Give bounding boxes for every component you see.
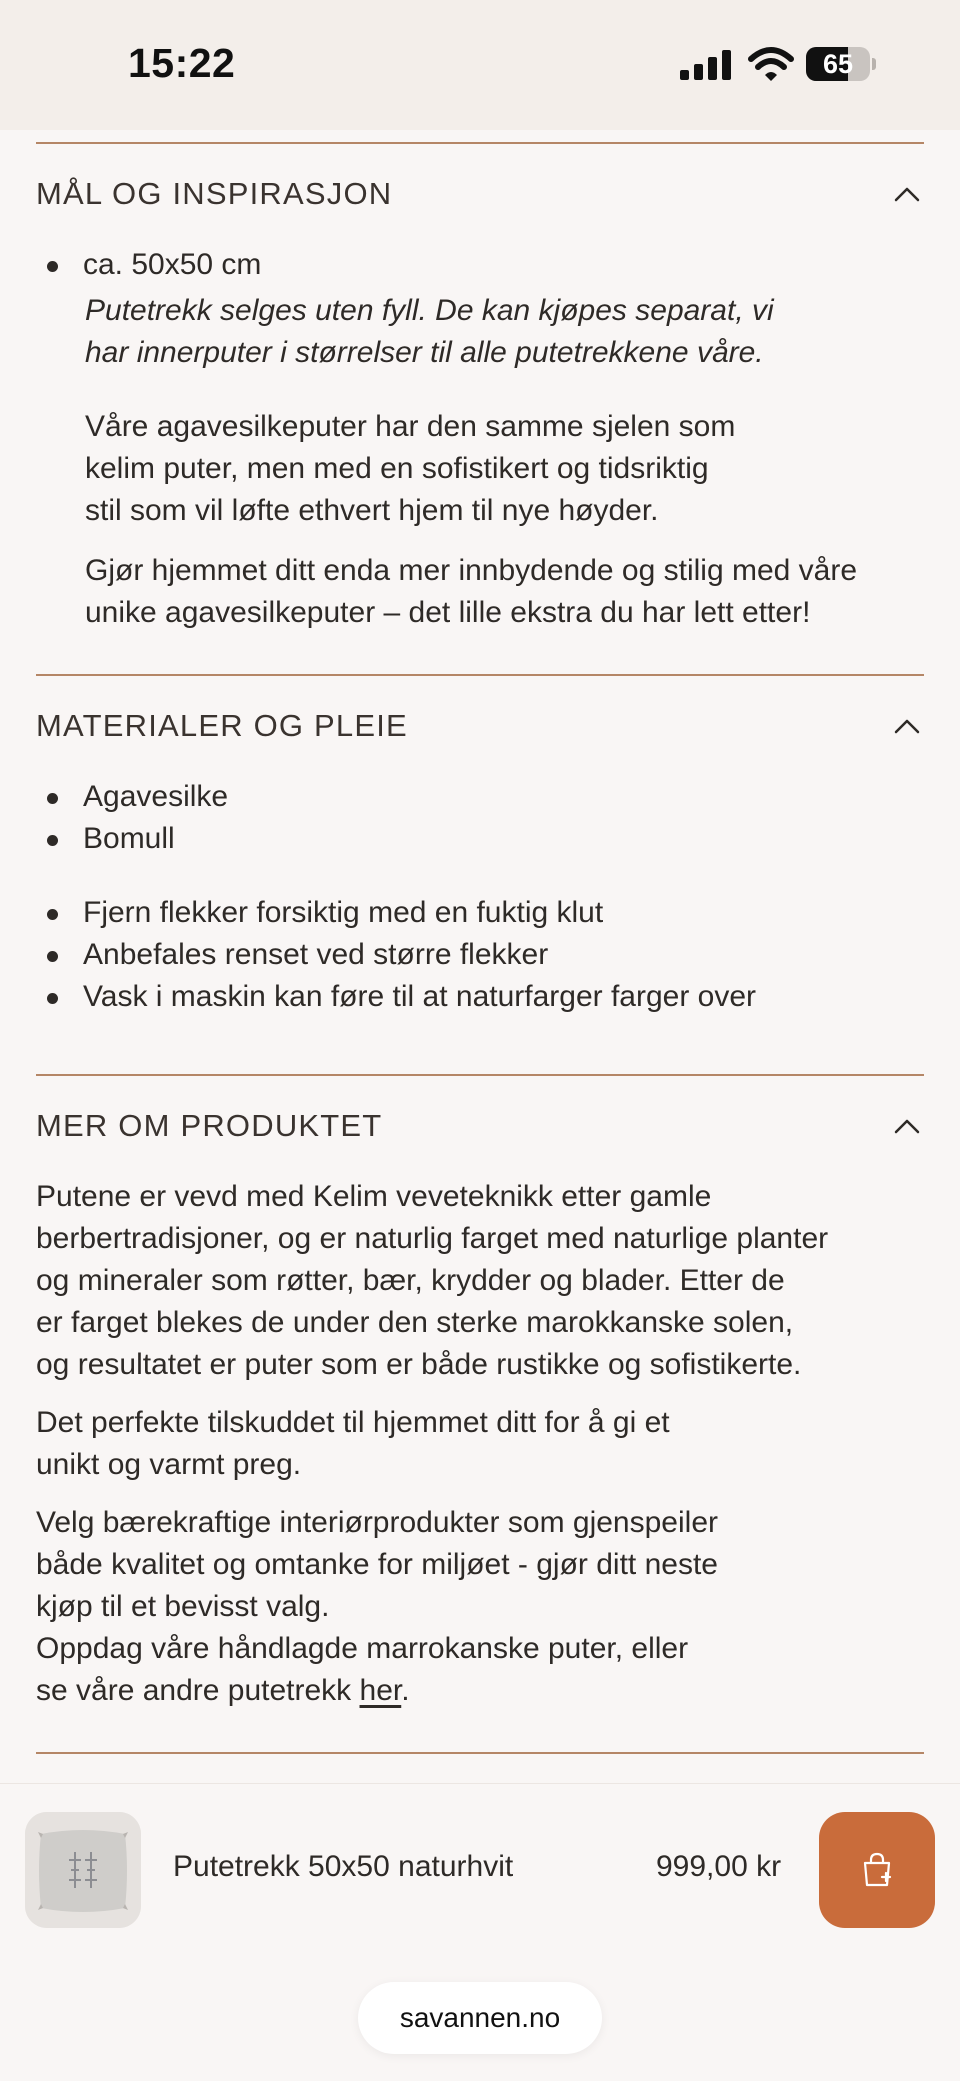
- battery-tip: [872, 58, 876, 70]
- section-materialer-og-pleie: [36, 674, 924, 1074]
- section-title: MÅL OG INSPIRASJON: [36, 176, 393, 211]
- section-header-mer[interactable]: [36, 1076, 924, 1176]
- materials-list: [36, 776, 924, 860]
- list-item: Agavesilke: [36, 776, 924, 818]
- text-line: kelim puter, men med en sofistikert og tidsriktig: [85, 452, 709, 485]
- text-line: og mineraler som røtter, bær, krydder og blader. Etter de: [36, 1264, 785, 1297]
- text-line: Våre agavesilkeputer har den samme sjelen som: [85, 410, 736, 443]
- section-divider: [36, 1752, 924, 1754]
- text-line: Gjør hjemmet ditt enda mer innbydende og stilig med våre: [85, 554, 858, 587]
- product-name: Putetrekk 50x50 naturhvit: [173, 1850, 514, 1883]
- section-mer-om-produktet: [36, 1074, 924, 1752]
- list-item: Bomull: [36, 818, 924, 860]
- list-item: Fjern flekker forsiktig med en fuktig klut: [36, 892, 924, 934]
- text-line: er farget blekes de under den sterke marokkanske solen,: [36, 1306, 794, 1339]
- add-to-cart-bag-icon: [858, 1851, 896, 1889]
- section-title: MATERIALER OG PLEIE: [36, 708, 408, 743]
- section-title: MER OM PRODUKTET: [36, 1108, 383, 1143]
- text-line: kjøp til et bevisst valg.: [36, 1590, 330, 1623]
- signal-icon: [680, 50, 732, 80]
- care-list: [36, 892, 924, 1018]
- text-line: Putene er vevd med Kelim veveteknikk etter gamle: [36, 1180, 712, 1213]
- note-line: Putetrekk selges uten fyll. De kan kjøpes separat, vi: [85, 294, 774, 327]
- add-to-cart-button[interactable]: [819, 1812, 935, 1928]
- size-list: [36, 244, 924, 286]
- product-details: [36, 142, 924, 1754]
- text-line: Oppdag våre håndlagde marrokanske puter, eller: [36, 1632, 689, 1665]
- size-item: ca. 50x50 cm: [36, 244, 924, 286]
- section-body-materialer: [36, 776, 924, 1074]
- section-header-materialer[interactable]: [36, 676, 924, 776]
- text-line: unikt og varmt preg.: [36, 1448, 302, 1481]
- status-time: 15:22: [128, 40, 236, 86]
- status-bar: [0, 0, 960, 130]
- text-line: .: [401, 1674, 410, 1707]
- section-maal-og-inspirasjon: [36, 142, 924, 674]
- product-price: 999,00 kr: [656, 1850, 782, 1883]
- url-text: savannen.no: [399, 2002, 561, 2033]
- note-line: har innerputer i størrelser til alle putetrekkene våre.: [85, 336, 764, 369]
- text-line: Velg bærekraftige interiørprodukter som gjenspeiler: [36, 1506, 718, 1539]
- filling-note: [36, 290, 924, 374]
- chevron-up-icon[interactable]: [894, 718, 920, 734]
- text-line: både kvalitet og omtanke for miljøet - gjør ditt neste: [36, 1548, 718, 1581]
- battery-body: [806, 47, 870, 81]
- text-line: Det perfekte tilskuddet til hjemmet ditt for å gi et: [36, 1406, 670, 1439]
- chevron-up-icon[interactable]: [894, 1118, 920, 1134]
- text-line: unike agavesilkeputer – det lille ekstra du har lett etter!: [85, 596, 811, 629]
- description-paragraph: [36, 550, 924, 634]
- text-line: og resultatet er puter som er både rustikke og sofistikerte.: [36, 1348, 802, 1381]
- section-header-maal[interactable]: [36, 144, 924, 244]
- battery-icon: [806, 47, 876, 81]
- address-bar[interactable]: [358, 1982, 602, 2054]
- description-paragraph: [36, 406, 924, 532]
- text-line: se våre andre putetrekk: [36, 1674, 360, 1707]
- text-line: stil som vil løfte ethvert hjem til nye høyder.: [85, 494, 659, 527]
- list-item: Anbefales renset ved større flekker: [36, 934, 924, 976]
- chevron-up-icon[interactable]: [894, 186, 920, 202]
- list-item: Vask i maskin kan føre til at naturfarger farger over: [36, 976, 924, 1018]
- other-covers-link[interactable]: her: [359, 1674, 402, 1707]
- section-body-mer: [36, 1176, 924, 1752]
- battery-level: 65: [822, 49, 854, 79]
- description-paragraph: [36, 1502, 924, 1712]
- wifi-icon: [748, 47, 794, 81]
- text-line: berbertradisjoner, og er naturlig farget med naturlige planter: [36, 1222, 829, 1255]
- product-thumbnail: [25, 1812, 141, 1928]
- cushion-image: [25, 1812, 141, 1928]
- section-body-maal: [36, 244, 924, 674]
- description-paragraph: [36, 1402, 924, 1486]
- description-paragraph: [36, 1176, 924, 1386]
- sticky-add-to-cart-bar: [0, 1783, 960, 2081]
